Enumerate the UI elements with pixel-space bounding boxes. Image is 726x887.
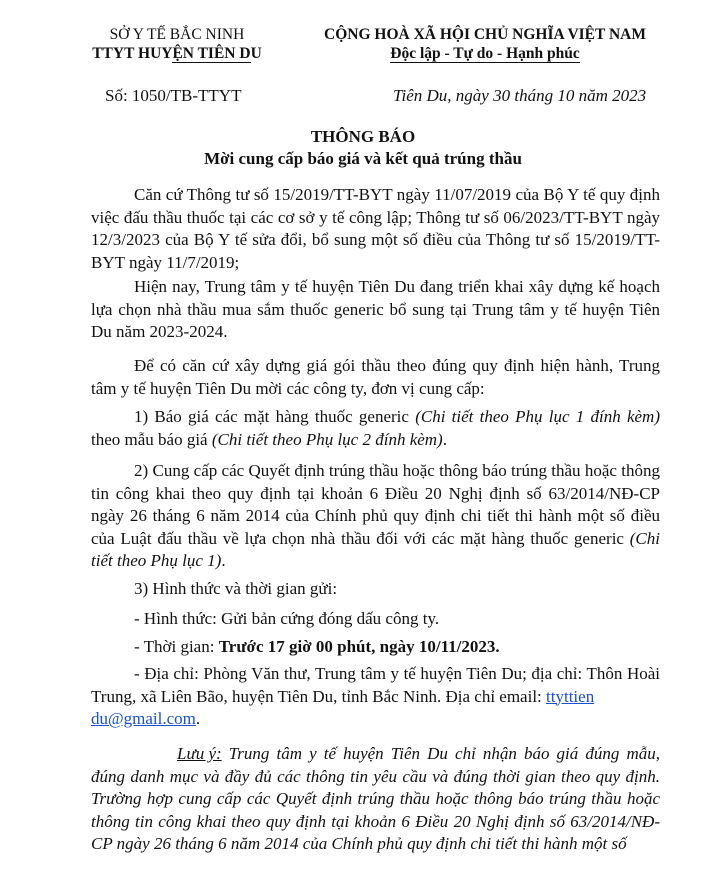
item-1-quotation: 1) Báo giá các mặt hàng thuốc generic (Chi tiết theo Phụ lục 1 đính kèm) theo mẫu báo giá (Chi tiết theo Phụ lục 2 đính kèm). [91, 407, 660, 449]
paragraph-purpose: Để có căn cứ xây dựng giá gói thầu theo đúng quy định hiện hành, Trung tâm y tế huyện Tiên Du mời các công ty, đơn vị cung cấp: [91, 356, 660, 398]
national-motto-text: Độc lập - Tự do - Hạnh phúc [390, 45, 580, 62]
paragraph-context: Hiện nay, Trung tâm y tế huyện Tiên Du đang triển khai xây dựng kế hoạch lựa chọn nhà thầu mua sắm thuốc generic bổ sung tại Trung tâm y tế huyện Tiên Du năm 2023-2024. [91, 277, 660, 342]
email-link[interactable]: ttyttien [546, 686, 595, 706]
item-2-award-decisions: 2) Cung cấp các Quyết định trúng thầu hoặc thông báo trúng thầu hoặc thông tin công khai theo quy định tại khoản 6 Điều 20 Nghị định số 63/2014/NĐ-CP ngày 26 tháng 6 năm 2014 của Chính phủ quy định chi tiết thi hành một số điều của Luật đấu thầu về lựa chọn nhà thầu đối với các mặt hàng thuốc generic (Chi tiết theo Phụ lục 1). [91, 461, 660, 571]
agency-parent-text: SỞ Y TẾ BẮC NINH [109, 26, 245, 43]
agency-name-underline: ỆN TIÊN D [172, 45, 251, 62]
note-paragraph: Lưu ý: Trung tâm y tế huyện Tiên Du chỉ nhận báo giá đúng mẫu, đúng danh mục và đầy đủ các thông tin yêu cầu và đúng thời gian theo quy định. Trường hợp cung cấp các Quyết định trúng thầu hoặc thông báo trúng thầu hoặc thông tin công khai theo quy định tại khoản 6 Điều 20 Nghị định số 63/2014/NĐ-CP ngày 26 tháng 6 năm 2014 của Chính phủ quy định chi tiết thi hành một số [91, 744, 660, 854]
agency-name: TTYT HUYỆN TIÊN DU [92, 45, 262, 62]
submission-deadline: - Thời gian: Trước 17 giờ 00 phút, ngày 10/11/2023. [134, 637, 500, 656]
item-3-submission: 3) Hình thức và thời gian gửi: [134, 579, 338, 598]
national-title: CỘNG HOÀ XÃ HỘI CHỦ NGHĨA VIỆT NAM [324, 26, 646, 43]
document-number: Số: 1050/TB-TTYT [105, 86, 242, 105]
document-subtitle: Mời cung cấp báo giá và kết quả trúng thầu [204, 149, 522, 168]
document-date: Tiên Du, ngày 30 tháng 10 năm 2023 [393, 86, 647, 105]
note-label: Lưu ý: [177, 744, 222, 763]
email-link-continued[interactable]: du@gmail.com [91, 709, 196, 729]
submission-address: - Địa chỉ: Phòng Văn thư, Trung tâm y tế huyện Tiên Du; địa chỉ: Thôn Hoài Trung, xã Liên Bão, huyện Tiên Du, tỉnh Bắc Ninh. Địa chỉ email: ttyttien du@gmail.com. [91, 664, 660, 729]
deadline-value: Trước 17 giờ 00 phút, ngày 10/11/2023. [218, 637, 500, 656]
agency-parent [92, 26, 262, 44]
paragraph-legal-basis: Căn cứ Thông tư số 15/2019/TT-BYT ngày 11/07/2019 của Bộ Y tế quy định việc đấu thầu thuốc tại các cơ sở y tế công lập; Thông tư số 06/2023/TT-BYT ngày 12/3/2023 của Bộ Y tế sửa đổi, bổ sung một số điều của Thông tư số 15/2019/TT-BYT ngày 11/7/2019; [91, 185, 660, 272]
submission-form: - Hình thức: Gửi bản cứng đóng dấu công ty. [134, 609, 440, 628]
document-title: THÔNG BÁO [310, 127, 416, 146]
national-motto [300, 45, 670, 63]
